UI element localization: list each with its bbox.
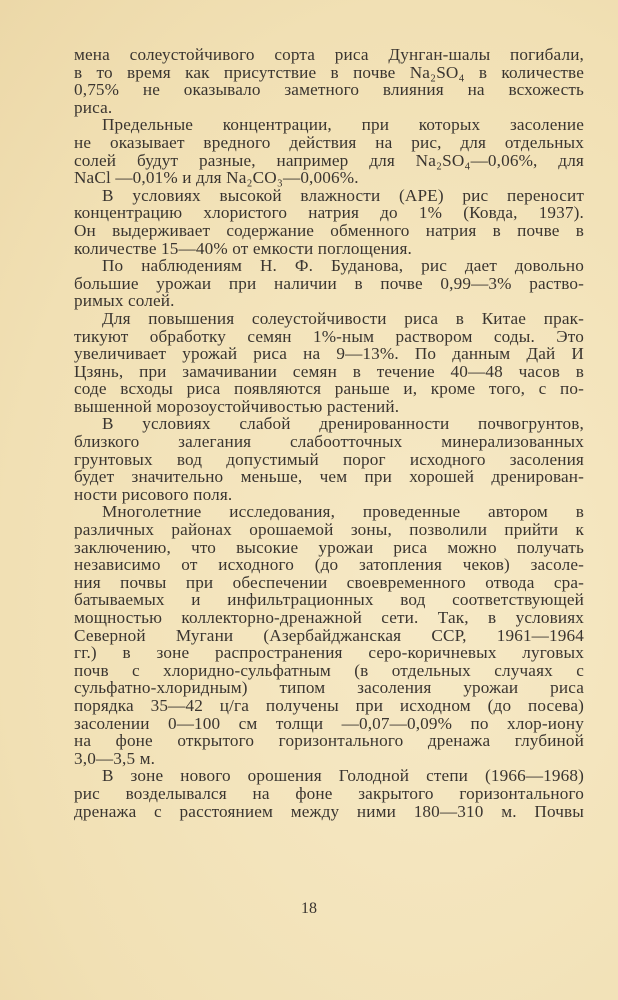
- text-line: количестве 15—40% от емкости поглощения.: [74, 238, 412, 258]
- text-line: заключению, что высокие урожаи риса можно получать: [74, 537, 584, 557]
- text-line: Северной Мугани (Азербайджанская ССР, 1961—1964: [74, 625, 584, 645]
- text-line: концентрацию хлористого натрия до 1% (Ковда, 1937).: [74, 203, 584, 223]
- text-line: ния почвы при обеспечении своевременного отвода сра-: [74, 572, 584, 592]
- text-line: соде всходы риса появляются раньше и, кроме того, с по-: [74, 379, 584, 399]
- page-body: [74, 46, 584, 820]
- text-line: сульфатно-хлоридным) типом засоления урожаи риса: [74, 678, 584, 698]
- text-line: NaCl —0,01% и для Na₂CO₃—0,006%.: [74, 168, 359, 188]
- text-line: дренажа с расстоянием между ними 180—310 м. Почвы: [74, 801, 584, 821]
- text-line: грунтовых вод допустимый порог исходного засоления: [74, 449, 584, 469]
- text-line: батываемых и инфильтрационных вод соответствующей: [74, 590, 584, 610]
- text-line: независимо от исходного (до затопления чеков) засоле-: [74, 555, 584, 575]
- text-line: различных районах орошаемой зоны, позволили прийти к: [74, 520, 584, 540]
- text-line: не оказывает вредного действия на рис, для отдельных: [74, 132, 584, 152]
- text-line: В условиях слабой дренированности почвогрунтов,: [102, 414, 584, 434]
- text-line: рис возделывался на фоне закрытого горизонтального: [74, 783, 584, 803]
- text-line: большие урожаи при наличии в почве 0,99—3% раство-: [74, 273, 584, 293]
- text-line: мощностью коллекторно-дренажной сети. Так, в условиях: [74, 608, 584, 627]
- text-line: По наблюдениям Н. Ф. Буданова, рис дает довольно: [102, 256, 584, 276]
- text-line: почв с хлоридно-сульфатным (в отдельных случаях с: [74, 660, 584, 680]
- text-line: мена солеустойчивого сорта риса Дунган-шалы погибали,: [74, 45, 584, 64]
- text-line: тикуют обработку семян 1%-ным раствором соды. Это: [74, 326, 584, 346]
- page-number: 18: [301, 900, 317, 917]
- text-line: В зоне нового орошения Голодной степи (1966—1968): [102, 766, 584, 786]
- text-line: гг.) в зоне распространения серо-коричневых луговых: [74, 643, 584, 663]
- text-line: 0,75% не оказывало заметного влияния на всхожесть: [74, 80, 584, 100]
- text-line: увеличивает урожай риса на 9—13%. По данным Дай И: [74, 344, 584, 364]
- text-line: Для повышения солеустойчивости риса в Китае прак-: [102, 308, 584, 328]
- text-line: Многолетние исследования, проведенные автором в: [102, 502, 584, 522]
- text-line: римых солей.: [74, 291, 175, 311]
- text-line: 3,0—3,5 м.: [74, 748, 156, 768]
- text-line: риса.: [74, 97, 113, 117]
- text-line: в то время как присутствие в почве Na₂SO₄ в количестве: [74, 62, 584, 82]
- text-line: на фоне открытого горизонтального дренажа глубиной: [74, 731, 584, 751]
- text-line: близкого залегания слабоотточных минерализованных: [74, 432, 584, 452]
- text-line: В условиях высокой влажности (АРЕ) рис переносит: [102, 185, 584, 205]
- text-line: порядка 35—42 ц/га получены при исходном (до посева): [74, 695, 584, 715]
- text-line: Он выдерживает содержание обменного натрия в почве в: [74, 220, 584, 240]
- text-line: Предельные концентрации, при которых засоление: [102, 115, 584, 135]
- text-line: будет значительно меньше, чем при хорошей дренирован-: [74, 467, 584, 487]
- text-line: солей будут разные, например для Na₂SO₄—0,06%, для: [74, 150, 584, 170]
- text-line: засолении 0—100 см толщи —0,07—0,09% по хлор-иону: [74, 713, 584, 733]
- text-line: ности рисового поля.: [74, 484, 233, 504]
- text-line: Цзянь, при замачивании семян в течение 40—48 часов в: [74, 361, 584, 381]
- text-line: вышенной морозоустойчивостью растений.: [74, 396, 400, 416]
